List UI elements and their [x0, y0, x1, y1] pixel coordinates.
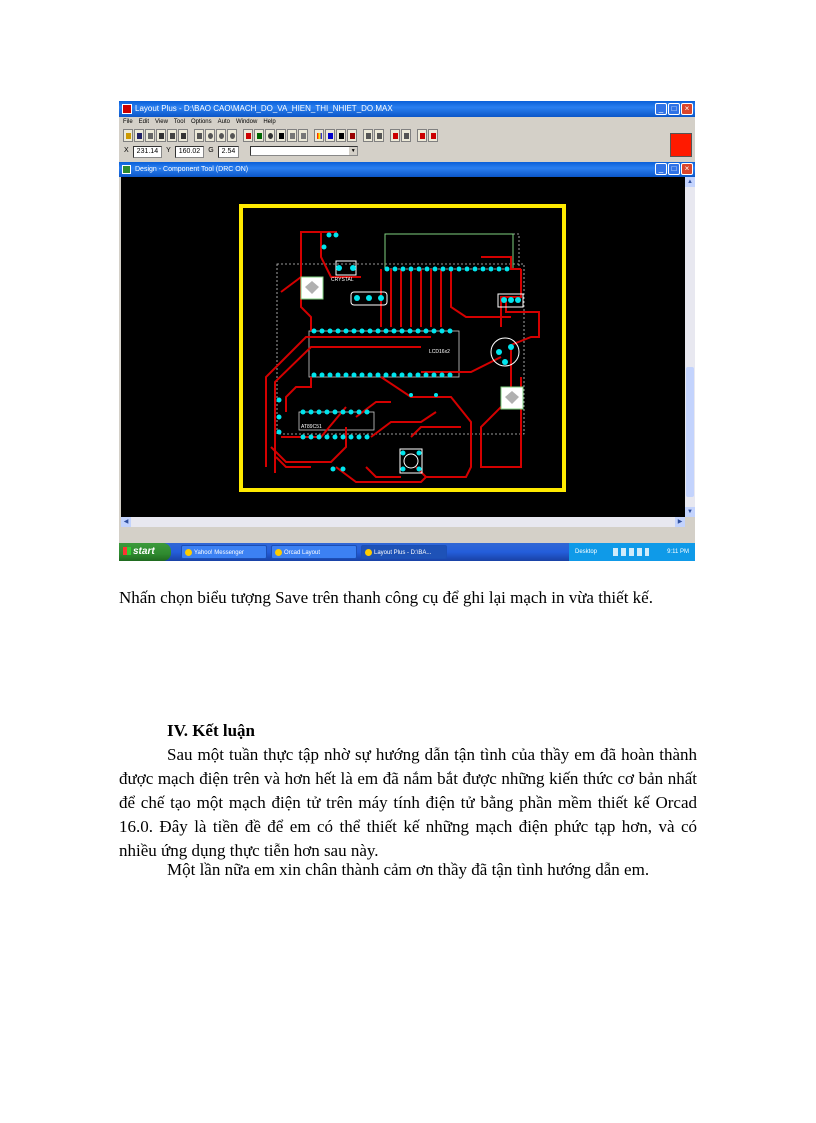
autoroute-icon[interactable]: [417, 129, 427, 142]
edit-segment-icon[interactable]: [374, 129, 384, 142]
open-icon[interactable]: [123, 129, 133, 142]
button-component: [400, 449, 422, 473]
maximize-icon[interactable]: □: [668, 103, 680, 115]
menu-view[interactable]: View: [155, 119, 168, 125]
design-window-title: Design - Component Tool (DRC ON): [135, 166, 249, 173]
vertical-scrollbar[interactable]: [685, 177, 695, 517]
drc-icon[interactable]: [336, 129, 346, 142]
window-title-bar[interactable]: [119, 101, 695, 117]
conclusion-paragraph-2: Một lần nữa em xin chân thành cảm ơn thầy đã tận tình hướng dẫn em.: [167, 860, 650, 879]
zoom-out-icon[interactable]: [216, 129, 226, 142]
text-icon[interactable]: [276, 129, 286, 142]
grid-label: G: [208, 147, 214, 154]
taskbar: [119, 543, 695, 561]
pad-rows: [277, 233, 510, 472]
grid-value: 2.54: [218, 146, 240, 158]
menu-edit[interactable]: Edit: [138, 119, 150, 125]
app-icon: [122, 104, 132, 114]
color-icon[interactable]: [314, 129, 324, 142]
menu-window[interactable]: Window: [235, 119, 258, 125]
chevron-down-icon[interactable]: ▼: [350, 148, 356, 154]
menu-options[interactable]: Options: [190, 119, 212, 125]
window-title: Layout Plus - D:\BAO CAO\MACH_DO_VA_HIEN_THI_NHIET_DO.MAX: [135, 104, 393, 113]
query-icon[interactable]: [243, 129, 253, 142]
obstacle-icon[interactable]: [298, 129, 308, 142]
crystal-label: CRYSTAL: [331, 277, 354, 283]
pcb-canvas[interactable]: [121, 177, 685, 517]
grid-icon[interactable]: [194, 129, 204, 142]
scroll-down-icon[interactable]: ▼: [685, 507, 695, 517]
tray-icons[interactable]: [613, 548, 649, 556]
tray-desktop[interactable]: Desktop: [575, 549, 598, 555]
system-tray: [569, 543, 695, 561]
cut-icon[interactable]: [156, 129, 166, 142]
connection-icon[interactable]: [287, 129, 297, 142]
edit-icon[interactable]: [178, 129, 188, 142]
layout-plus-screenshot: [119, 101, 695, 561]
print-icon[interactable]: [145, 129, 155, 142]
route-icon[interactable]: [347, 129, 357, 142]
design-icon: [122, 165, 131, 174]
zoom-all-icon[interactable]: [227, 129, 237, 142]
coordinate-bar: [123, 145, 358, 157]
menu-auto[interactable]: Auto: [217, 119, 230, 125]
layer-icon[interactable]: [325, 129, 335, 142]
close-icon[interactable]: ×: [681, 103, 693, 115]
toolbar: [123, 129, 438, 144]
x-coordinate: 231.14: [133, 146, 162, 158]
design-window-title-bar[interactable]: [119, 162, 695, 177]
shove-icon[interactable]: [363, 129, 373, 142]
menu-bar: [119, 117, 695, 128]
menu-help[interactable]: Help: [263, 119, 276, 125]
child-restore-icon[interactable]: □: [668, 163, 680, 175]
cleanup-icon[interactable]: [428, 129, 438, 142]
component-icon[interactable]: [167, 129, 177, 142]
reconnect-icon[interactable]: [401, 129, 411, 142]
task-yahoo-messenger[interactable]: Yahoo! Messenger: [181, 545, 267, 559]
add-via-icon[interactable]: [390, 129, 400, 142]
x-label: X: [124, 147, 129, 154]
zoom-in-icon[interactable]: [205, 129, 215, 142]
minimize-icon[interactable]: _: [655, 103, 667, 115]
chip-label: AT89C51: [301, 424, 322, 430]
layer-select[interactable]: [250, 146, 358, 156]
clock: 9:11 PM: [667, 549, 689, 555]
task-orcad-layout[interactable]: Orcad Layout: [271, 545, 357, 559]
menu-file[interactable]: File: [123, 119, 133, 125]
conclusion-paragraph-1: Sau một tuần thực tập nhờ sự hướng dẫn tận tình của thầy em đã hoàn thành được mạch điện trên và hơn hết là em đã nắm bắt được những kiến thức cơ bản nhất để chế tạo một mạch điện tử trên máy tính điện tử bằng phần mềm thiết kế Orcad 16.0. Đây là tiền đề để em có thể thiết kế những mạch điện phức tạp hơn, và có nhiều ứng dụng thực tiễn hơn sau này.: [119, 745, 697, 860]
scroll-left-icon[interactable]: ◀: [121, 517, 131, 527]
vertical-scroll-thumb[interactable]: [686, 367, 694, 497]
current-color-swatch[interactable]: [670, 133, 692, 157]
scroll-right-icon[interactable]: ▶: [675, 517, 685, 527]
horizontal-scrollbar[interactable]: [121, 517, 685, 527]
section-heading: IV. Kết luận: [167, 721, 256, 740]
y-coordinate: 160.02: [175, 146, 204, 158]
task-layout-plus[interactable]: Layout Plus - D:\BA...: [361, 545, 447, 559]
save-icon[interactable]: [134, 129, 144, 142]
scroll-up-icon[interactable]: ▲: [685, 177, 695, 187]
pcb-drawing: [121, 177, 685, 517]
spreadsheet-icon[interactable]: [254, 129, 264, 142]
child-close-icon[interactable]: ×: [681, 163, 693, 175]
lcd-label: LCD16x2: [429, 349, 450, 355]
menu-tool[interactable]: Tool: [173, 119, 185, 125]
sensor-component: [501, 387, 523, 409]
figure-caption: Nhấn chọn biểu tượng Save trên thanh công cụ để ghi lại mạch in vừa thiết kế.: [119, 588, 653, 607]
pin-icon[interactable]: [265, 129, 275, 142]
y-label: Y: [166, 147, 171, 154]
child-minimize-icon[interactable]: _: [655, 163, 667, 175]
speaker-component: [301, 277, 323, 299]
start-button[interactable]: start: [119, 543, 171, 561]
